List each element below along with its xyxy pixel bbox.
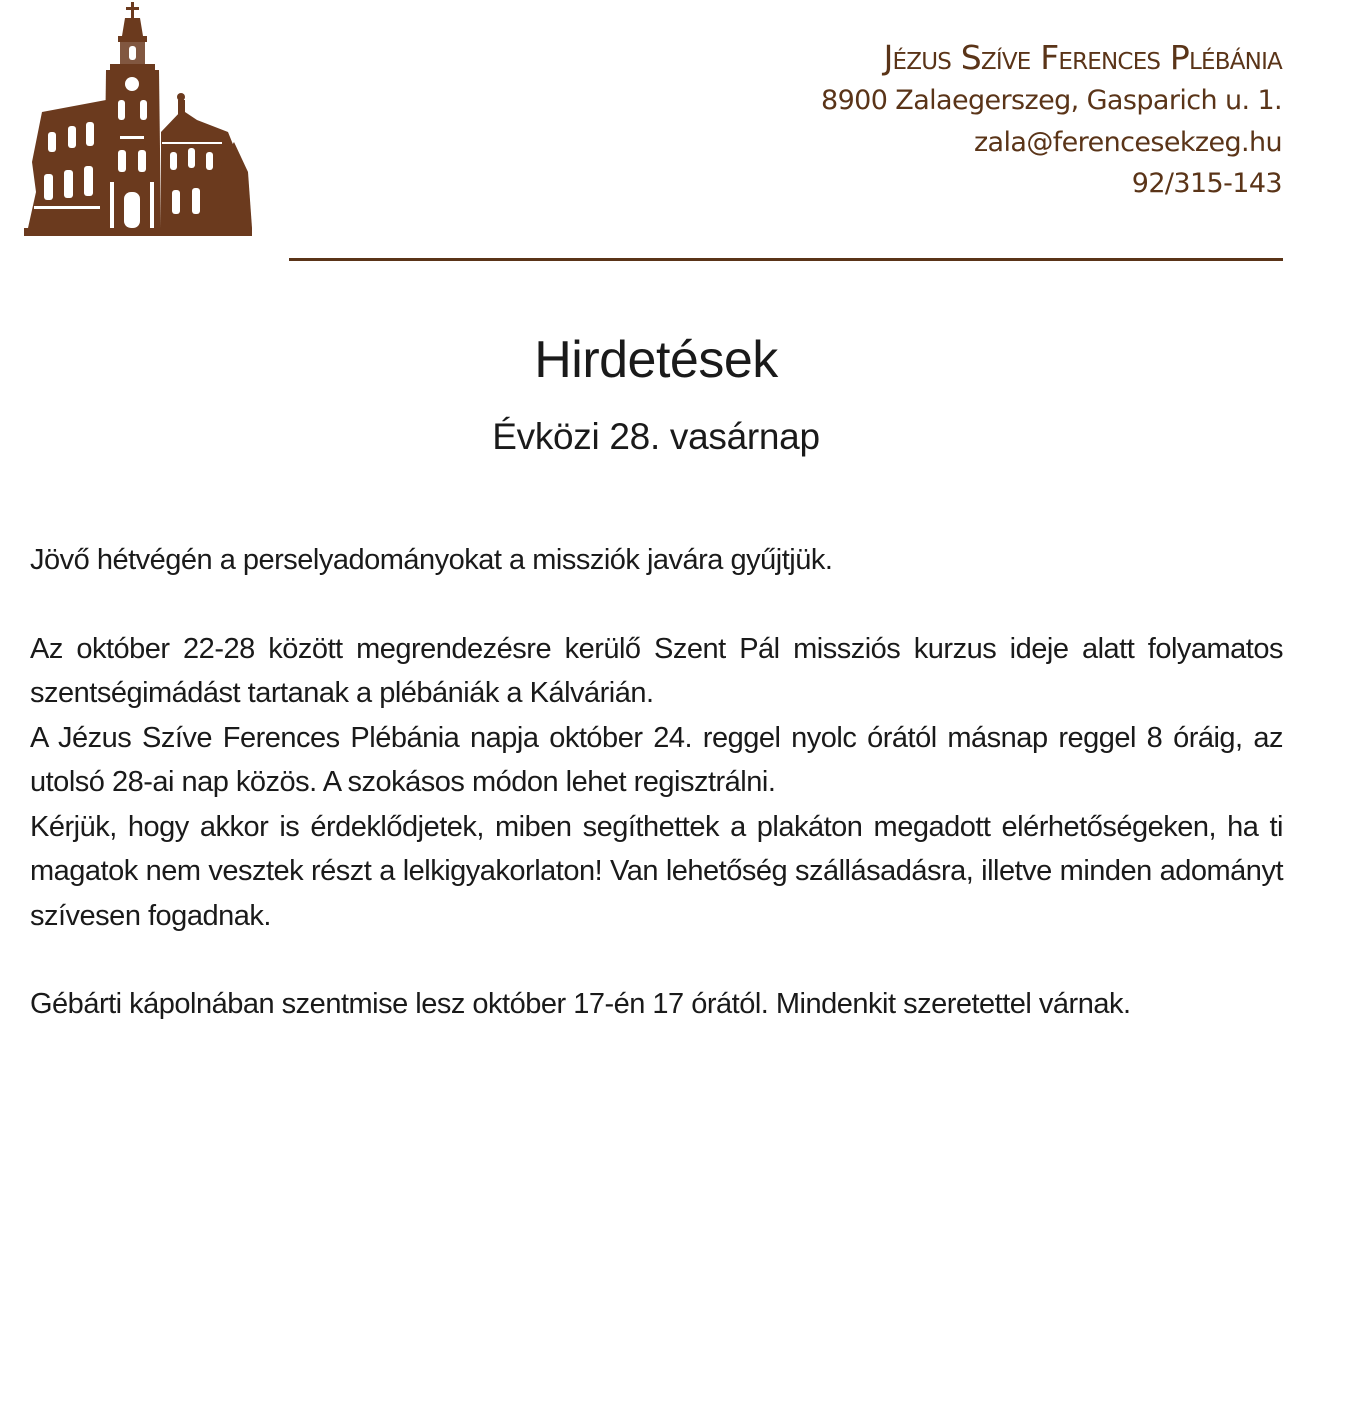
announcement-paragraph: Jövő hétvégén a perselyadományokat a missziók javára gyűjtjük. [30,544,833,576]
parish-contact-block [821,36,1282,205]
page-subtitle: Évközi 28. vasárnap [492,416,820,457]
page-title: Hirdetések [534,331,778,389]
announcement-paragraph: Az október 22-28 között megrendezésre kerülő Szent Pál missziós kurzus ideje alatt folyamatos szentségimádást tartanak a plébániák a Kálvárián. [30,632,1283,709]
parish-email: zala@ferencesekzeg.hu [973,126,1282,158]
church-tower-logo-icon [22,2,254,238]
parish-name: Jézus Szíve Ferences Plébánia [883,38,1282,77]
announcement-paragraph: Gébárti kápolnában szentmise lesz október 17-én 17 órától. Mindenkit szeretettel várnak. [30,988,1131,1020]
header-divider [289,258,1283,261]
parish-phone: 92/315-143 [1131,168,1282,199]
announcements-list [30,538,1283,1027]
announcement-paragraph: Kérjük, hogy akkor is érdeklődjetek, miben segíthettek a plakáton megadott elérhetőségeken, ha ti magatok nem vesztek részt a lelkigyakorlaton! Van lehetőség szállásadásra, illetve minden adományt szívesen fogadnak. [30,810,1283,932]
announcement-paragraph: A Jézus Szíve Ferences Plébánia napja október 24. reggel nyolc órától másnap reggel 8 óráig, az utolsó 28-ai nap közös. A szokásos módon lehet regisztrálni. [30,721,1283,798]
parish-address: 8900 Zalaegerszeg, Gasparich u. 1. [821,85,1282,116]
